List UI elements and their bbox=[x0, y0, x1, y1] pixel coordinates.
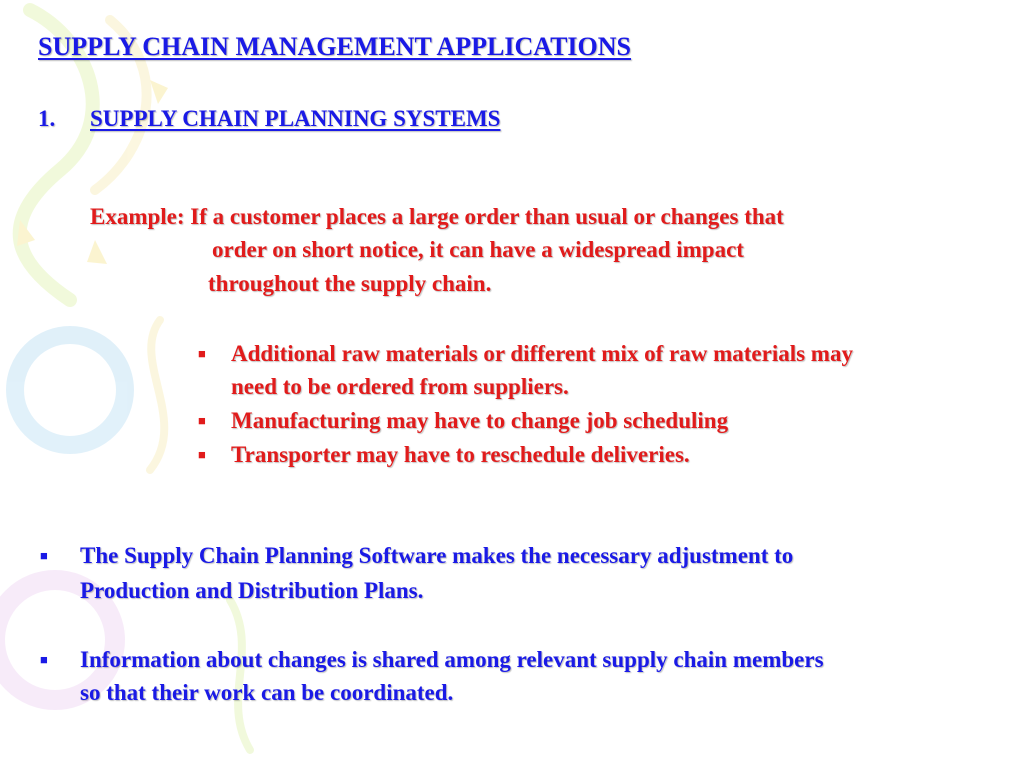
point-2-line-2: so that their work can be coordinated. bbox=[80, 680, 454, 705]
example-line-3: throughout the supply chain. bbox=[208, 271, 492, 296]
point-1-line-2: Production and Distribution Plans. bbox=[80, 578, 424, 603]
bullet-icon: ■ bbox=[40, 652, 48, 667]
impact-item-1-line-2: need to be ordered from suppliers. bbox=[231, 374, 569, 399]
example-line-1: Example: If a customer places a large order than usual or changes that bbox=[90, 204, 784, 229]
bullet-icon: ■ bbox=[198, 346, 206, 361]
bullet-icon: ■ bbox=[198, 413, 206, 428]
point-1-line-1: The Supply Chain Planning Software makes the necessary adjustment to bbox=[80, 543, 794, 568]
slide-title: SUPPLY CHAIN MANAGEMENT APPLICATIONS bbox=[38, 32, 632, 61]
example-line-2: order on short notice, it can have a widespread impact bbox=[212, 237, 744, 262]
bullet-icon: ■ bbox=[40, 548, 48, 563]
point-2-line-1: Information about changes is shared among relevant supply chain members bbox=[80, 647, 824, 672]
bullet-icon: ■ bbox=[198, 447, 206, 462]
impact-item-2: Manufacturing may have to change job scheduling bbox=[231, 408, 729, 433]
impact-item-1-line-1: Additional raw materials or different mix of raw materials may bbox=[231, 341, 853, 366]
section-title: SUPPLY CHAIN PLANNING SYSTEMS bbox=[90, 106, 501, 131]
section-number: 1. bbox=[38, 106, 56, 131]
impact-item-3: Transporter may have to reschedule deliveries. bbox=[231, 442, 690, 467]
